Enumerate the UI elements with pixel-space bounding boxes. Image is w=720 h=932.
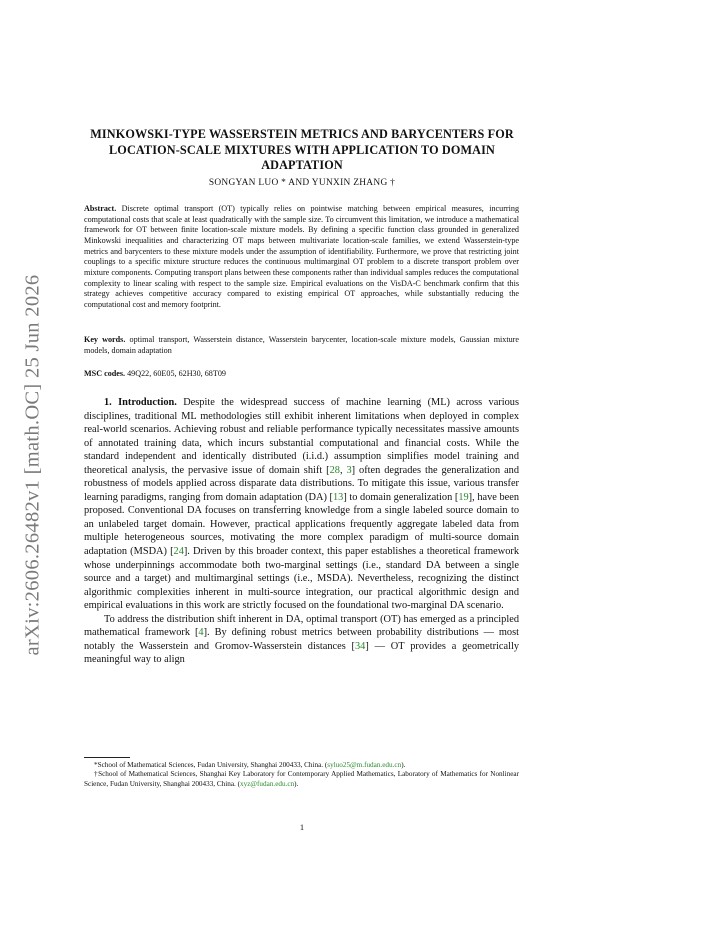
email-link[interactable]: xyz@fudan.edu.cn bbox=[240, 779, 295, 788]
paper-title: MINKOWSKI-TYPE WASSERSTEIN METRICS AND BARYCENTERS FOR LOCATION-SCALE MIXTURES WITH APPLICATION TO DOMAIN ADAPTATION bbox=[90, 127, 514, 172]
footnotes bbox=[84, 761, 519, 789]
citation-link[interactable]: 4 bbox=[198, 627, 204, 639]
citation-link[interactable]: 24 bbox=[173, 546, 184, 558]
arxiv-id: arXiv:2606.26482v1 [math.OC] 25 Jun 2026 bbox=[21, 274, 44, 656]
paragraph-1: 1. Introduction. Despite the widespread success of machine learning (ML) across various disciplines, traditional ML methodologies still exhibit inherent limitations when deployed in complex real-world scenarios. Achieving robust and reliable performance typically necessitates massive amounts of annotated training data, which incurs substantial computational and financial costs. While the standard independent and identically distributed (i.i.d.) assumption simplifies model training and theoretical analysis, the pervasive issue of domain shift [28, 3] often degrades the generalization and robustness of models applied across disparate data distributions. To mitigate this issue, various transfer learning paradigms, ranging from domain adaptation (DA) [13] to domain generalization [19], have been proposed. Conventional DA focuses on transferring knowledge from a single labeled source domain to an unlabeled target domain. However, practical applications frequently aggregate labeled data from multiple heterogeneous sources, motivating the more complex paradigm of multi-source domain adaptation (MSDA) [24]. Driven by this broader context, this paper establishes a theoretical framework whose underpinnings accommodate both two-marginal settings (i.e., standard DA between a single source and a target) and multimarginal settings (i.e., MSDA). Nevertheless, recognizing the distinct algorithmic complexities inherent in multi-source integration, our practical algorithmic design and empirical evaluations in this work are strictly focused on the foundational two-marginal DA scenario. bbox=[84, 397, 520, 612]
msc-codes bbox=[84, 369, 519, 380]
abstract-text: Discrete optimal transport (OT) typically relies on pointwise matching between empirical measures, incurring computational costs that scale at least quadratically with the sample size. To circumvent this limitation, we introduce a mathematical framework for OT between finite location-scale mixture models. By defining a specific function class grounded in generalized Minkowski inequalities and characterizing OT maps between multivariate location-scale families, we extend Wasserstein-type metrics and barycenters to these mixture models under the assumption of identifiability. Furthermore, we prove that restricting joint couplings to a specific mixture structure reduces the continuous multimarginal OT problem to a discrete transport problem over mixture components. Computing transport plans between these components rather than individual samples reduces the computational complexity to linear scaling with respect to the sample size. Empirical evaluations on the VisDA-C benchmark confirm that this strategy achieves competitive accuracy compared to existing empirical OT approaches, while substantially reducing the computational cost and memory footprint. bbox=[84, 204, 520, 309]
citation-link[interactable]: 3 bbox=[346, 464, 352, 476]
msc-text: 49Q22, 60E05, 62H30, 68T09 bbox=[127, 369, 226, 378]
paragraph-2: To address the distribution shift inherent in DA, optimal transport (OT) has emerged as a principled mathematical framework [4]. By defining robust metrics between probability distributions — most notably the Wasserstein and Gromov-Wasserstein distances [34] — OT provides a geometrically meaningful way to align bbox=[84, 613, 519, 666]
keywords-text: optimal transport, Wasserstein distance, Wasserstein barycenter, location-scale mixture models, Gaussian mixture models, domain adaptation bbox=[84, 335, 519, 355]
email-link[interactable]: syluo25@m.fudan.edu.cn bbox=[327, 761, 402, 769]
msc-label: MSC codes. bbox=[84, 369, 126, 378]
citation-link[interactable]: 28 bbox=[329, 464, 340, 476]
abstract bbox=[84, 204, 519, 311]
citation-link[interactable]: 13 bbox=[332, 491, 344, 503]
footnote-1: *School of Mathematical Sciences, Fudan University, Shanghai 200433, China. (syluo25@m.fudan.edu.cn). bbox=[94, 761, 406, 769]
paper-authors: SONGYAN LUO * AND YUNXIN ZHANG † bbox=[208, 178, 396, 188]
footnote-rule bbox=[84, 757, 130, 758]
footnote-2: †School of Mathematical Sciences, Shanghai Key Laboratory for Contemporary Applied Mathematics, Laboratory of Mathematics for Nonlinear Science, Fudan University, Shanghai 200433, China. (xyz@fudan.edu.cn). bbox=[84, 770, 519, 788]
keywords bbox=[84, 335, 519, 356]
keywords-label: Key words. bbox=[84, 335, 126, 344]
section-heading: 1. Introduction. bbox=[104, 397, 177, 408]
citation-link[interactable]: 34 bbox=[355, 640, 366, 652]
abstract-label: Abstract. bbox=[84, 204, 117, 213]
page-number: 1 bbox=[299, 822, 305, 832]
citation-link[interactable]: 19 bbox=[458, 491, 469, 503]
section-introduction bbox=[84, 396, 519, 667]
